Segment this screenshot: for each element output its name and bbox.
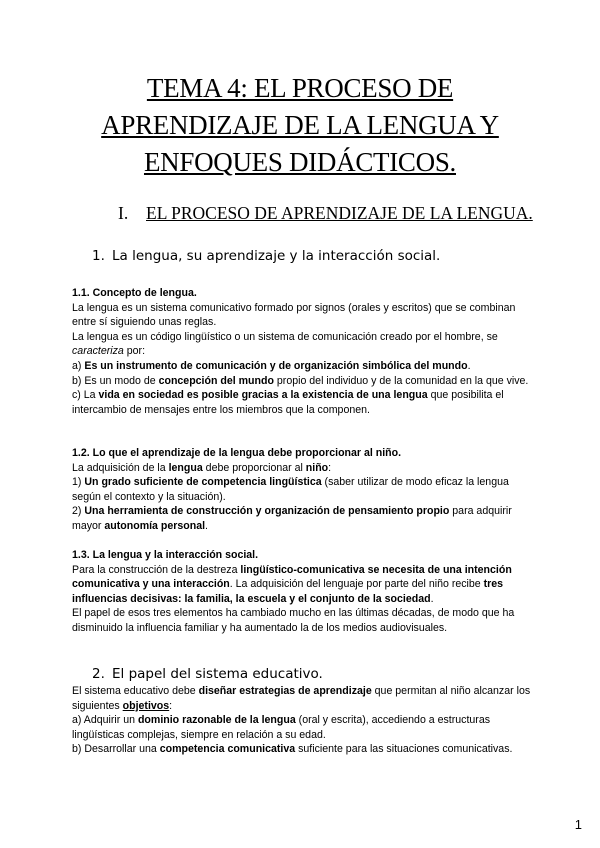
subsection-title: La lengua, su aprendizaje y la interacción social.	[112, 248, 441, 264]
paragraph: Para la construcción de la destreza lingüístico-comunicativa se necesita de una intención comunicativa y una interacción. La adquisición del lenguaje por parte del niño recibe tres influencias decisivas: la familia, la escuela y el conjunto de la sociedad.	[72, 563, 512, 605]
title-line-1: TEMA 4: EL PROCESO DE	[146, 73, 454, 103]
list-item: b) Es un modo de concepción del mundo propio del individuo y de la comunidad en la que vive.	[72, 374, 529, 387]
list-item: 2) Una herramienta de construcción y organización de pensamiento propio para adquirir mayor autonomía personal.	[72, 505, 512, 532]
subsection-heading-2	[92, 666, 323, 682]
section-number: I.	[118, 203, 129, 223]
subsection-title: El papel del sistema educativo.	[112, 666, 323, 682]
paragraph: La adquisición de la lengua debe proporcionar al niño:	[72, 461, 332, 474]
section-1-3	[72, 548, 532, 636]
heading-1-2: 1.2. Lo que el aprendizaje de la lengua debe proporcionar al niño.	[72, 447, 402, 459]
section-2	[72, 684, 532, 757]
heading-1-3: 1.3. La lengua y la interacción social.	[72, 549, 259, 561]
paragraph: La lengua es un código lingüístico o un sistema de comunicación creado por el hombre, se caracteriza por:	[72, 330, 498, 358]
title-line-3: ENFOQUES DIDÁCTICOS.	[143, 147, 456, 177]
subsection-number: 1.	[92, 248, 105, 264]
document-title	[0, 70, 600, 181]
subsection-heading-1	[92, 248, 440, 264]
list-item: 1) Un grado suficiente de competencia lingüística (saber utilizar de modo eficaz la lengua según el contexto y la situación).	[72, 476, 509, 503]
page-number: 1	[574, 817, 582, 832]
heading-1-1: 1.1. Concepto de lengua.	[72, 287, 197, 299]
list-item: a) Es un instrumento de comunicación y de organización simbólica del mundo.	[72, 359, 471, 372]
list-item: c) La vida en sociedad es posible gracias a la existencia de una lengua que posibilita el intercambio de mensajes entre los miembros que la componen.	[72, 389, 504, 416]
list-item: b) Desarrollar una competencia comunicativa suficiente para las situaciones comunicativas.	[72, 743, 513, 756]
section-1-1	[72, 286, 532, 417]
paragraph: La lengua es un sistema comunicativo formado por signos (orales y escritos) que se combinan entre sí siguiendo unas reglas.	[72, 301, 516, 329]
section-1-2	[72, 446, 532, 534]
section-heading-i	[118, 203, 588, 224]
title-line-2: APRENDIZAJE DE LA LENGUA Y	[101, 110, 499, 140]
paragraph: El papel de esos tres elementos ha cambiado mucho en las últimas décadas, de modo que ha disminuido la influencia familiar y ha aumentado la de los medios audiovisuales.	[72, 607, 515, 634]
subsection-number: 2.	[92, 666, 105, 682]
list-item: a) Adquirir un dominio razonable de la lengua (oral y escrita), accediendo a estructuras lingüísticas complejas, siempre en relación a su edad.	[72, 714, 491, 741]
paragraph: El sistema educativo debe diseñar estrategias de aprendizaje que permitan al niño alcanzar los siguientes objetivos:	[72, 685, 531, 712]
section-title: EL PROCESO DE APRENDIZAJE DE LA LENGUA.	[146, 203, 533, 223]
